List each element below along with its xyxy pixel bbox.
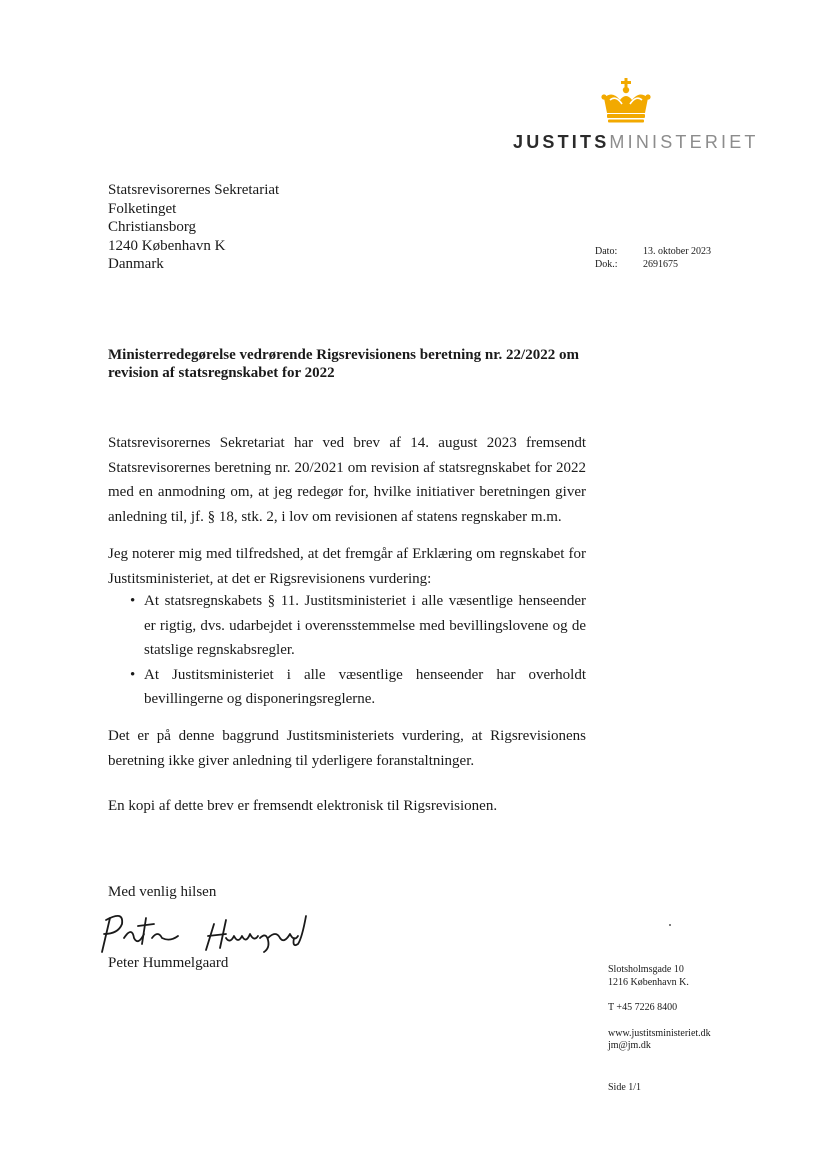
contact-spacer: [608, 989, 711, 1002]
letter-subject: Ministerredegørelse vedrørende Rigsrevisionens beretning nr. 22/2022 om revision af statsregnskabet for 2022: [108, 347, 579, 381]
date-value: 13. oktober 2023: [643, 246, 712, 257]
body-paragraph-1: Statsrevisorernes Sekretariat har ved brev af 14. august 2023 fremsendt Statsrevisorernes beretning nr. 20/2021 om revision af statsregnskabet for 2022 med en anmodning om, at jeg redegør for, hvilke initiativer beretningen giver anledning til, jf. § 18, stk. 2, i lov om revisionen af statens regnskaber m.m.: [108, 435, 586, 525]
assessment-list: [108, 589, 586, 712]
contact-web: www.justitsministeriet.dk: [608, 1027, 711, 1039]
recipient-line: 1240 København K: [108, 237, 226, 254]
scan-speck: [669, 924, 671, 926]
doc-label: Dok.:: [595, 259, 618, 270]
contact-city: 1216 København K.: [608, 976, 689, 988]
signer-name: Peter Hummelgaard: [108, 955, 229, 971]
recipient-line: Danmark: [108, 256, 164, 272]
contact-phone: T +45 7226 8400: [608, 1002, 678, 1013]
ministry-logo: [503, 78, 759, 158]
letter-meta: [595, 245, 711, 271]
logo-wordmark: [513, 132, 759, 153]
contact-spacer: [608, 1015, 711, 1028]
date-row: [595, 245, 711, 258]
date-label: Dato:: [595, 246, 618, 257]
ministry-contact: [608, 964, 711, 1053]
recipient-line: Statsrevisorernes Sekretariat: [108, 182, 280, 198]
recipient-line: Folketinget: [108, 200, 177, 217]
bullet-icon: •: [130, 666, 136, 683]
doc-row: [595, 258, 711, 271]
contact-street: Slotsholmsgade 10: [608, 964, 684, 975]
signature-image: [98, 908, 318, 958]
logo-wordmark-part1: JUSTITS: [513, 132, 610, 152]
list-item: [108, 589, 586, 663]
body-paragraph-3: Det er på denne baggrund Justitsministeriets vurdering, at Rigsrevisionens beretning ikke giver anledning til yderligere foranstaltninger.: [108, 728, 586, 769]
body-paragraph-2: Jeg noterer mig med tilfredshed, at det fremgår af Erklæring om regnskabet for Justitsministeriet, at det er Rigsrevisionens vurdering:: [108, 546, 586, 587]
body-paragraph-4: En kopi af dette brev er fremsendt elektronisk til Rigsrevisionen.: [108, 798, 498, 814]
recipient-line: Christiansborg: [108, 219, 197, 235]
contact-email: jm@jm.dk: [608, 1040, 651, 1051]
page-number: Side 1/1: [608, 1082, 642, 1093]
logo-wordmark-part2: MINISTERIET: [609, 132, 759, 152]
list-item-text: At statsregnskabets § 11. Justitsministeriet i alle væsentlige henseender er rigtig, dvs. udarbejdet i overensstemmelse med bevillingslovene og de statslige regnskabsregler.: [144, 593, 586, 658]
list-item: [108, 663, 586, 712]
recipient-address: [108, 181, 279, 274]
crown-icon: [598, 78, 654, 124]
closing-greeting: Med venlig hilsen: [108, 884, 217, 900]
doc-value: 2691675: [643, 259, 678, 270]
bullet-icon: •: [130, 593, 136, 609]
list-item-text: At Justitsministeriet i alle væsentlige henseender har overholdt bevillingerne og disponeringsreglerne.: [144, 666, 586, 707]
